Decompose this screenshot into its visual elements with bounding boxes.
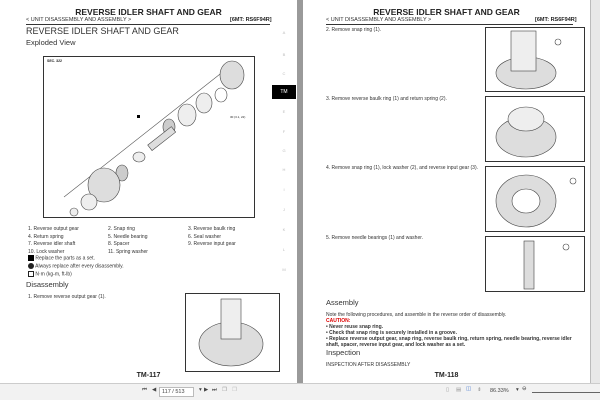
assembly-heading: Assembly [326,298,359,307]
last-page-button[interactable]: ⏭ [212,387,217,393]
zoom-slider[interactable] [532,392,600,393]
input-gear-drawing [486,167,584,231]
part-item: 5. Needle bearing [108,233,148,240]
part-item: 4. Return spring [28,233,64,240]
legend-text: Replace the parts as a set. [35,255,95,262]
caution-item: • Check that snap ring is securely installed in a groove. [326,330,457,336]
part-item: 11. Spring washer [108,248,148,255]
torque-label: 30 (3.1, 22) [230,115,246,119]
step-1: 1. Remove reverse output gear (1). [28,294,106,300]
page-number-field[interactable]: 117 / 513 [159,387,194,397]
side-tab[interactable]: K [282,227,286,232]
breadcrumb: < UNIT DISASSEMBLY AND ASSEMBLY > [26,17,132,23]
part-item: 10. Lock washer [28,248,65,255]
scroll-view-icon[interactable]: ⇟ [477,387,482,393]
exploded-view-diagram [43,56,255,218]
zoom-out-icon[interactable]: ⊖ [522,386,527,392]
step-2: 2. Remove snap ring (1). [326,27,382,33]
step-4: 4. Remove snap ring (1), lock washer (2), and reverse input gear (3). [326,165,479,171]
page-tm-118 [303,0,590,383]
model-code: [6MT: RS6F94R] [535,17,577,23]
disassembly-heading: Disassembly [26,280,69,289]
side-tab[interactable]: M [282,267,286,272]
exploded-view-heading: Exploded View [26,38,76,47]
vertical-scrollbar[interactable] [590,0,600,383]
parts-list [28,226,268,255]
side-tab-active[interactable]: TM [272,85,296,99]
page-dropdown-icon[interactable]: ▾ [199,387,202,393]
zoom-level[interactable]: 86.33% [490,388,509,394]
viewer-toolbar [0,383,600,400]
caution-label: CAUTION: [326,318,351,324]
breadcrumb: < UNIT DISASSEMBLY AND ASSEMBLY > [326,17,432,23]
part-item: 7. Reverse idler shaft [28,241,76,247]
part-item: 6. Seal washer [188,233,222,240]
caution-item: • Replace reverse output gear, snap ring, reverse baulk ring, return spring, needle bearing, reverse idler shaft, spacer, reverse input gear, and lock washer as a set. [326,336,572,348]
side-tab[interactable]: A [282,30,286,35]
torque-icon [28,271,34,277]
section-heading: REVERSE IDLER SHAFT AND GEAR [26,26,179,36]
paste-icon[interactable]: ❐ [232,387,237,393]
two-page-view-icon[interactable]: ◫ [466,386,472,392]
prev-page-button[interactable]: ◀ [152,387,157,393]
part-item: 3. Reverse baulk ring [188,226,236,232]
side-tab[interactable]: C [282,71,286,76]
first-page-button[interactable]: ⏮ [142,387,147,393]
step-3-figure [485,96,585,162]
needle-bearing-drawing [486,237,584,291]
step-3: 3. Remove reverse baulk ring (1) and return spring (2). [326,96,447,102]
replace-icon [28,263,34,269]
reverse-output-gear-drawing [186,294,279,371]
zoom-dropdown-icon[interactable]: ▾ [516,387,519,393]
legend-replace [28,263,124,269]
page-number: TM-117 [136,372,161,379]
legend-torque [28,271,72,277]
side-tab[interactable]: H [282,167,286,172]
legend-text: N·m (kg-m, ft-lb) [35,271,72,278]
side-tab[interactable]: L [282,247,286,252]
snap-ring-drawing [486,28,584,91]
part-item: 9. Reverse input gear [188,241,236,247]
step-2-figure [485,27,585,92]
side-tab[interactable]: J [283,207,285,212]
part-item: 8. Spacer [108,241,130,247]
side-tab[interactable]: E [282,109,286,114]
side-tab[interactable]: F [282,129,286,134]
page-tm-117 [0,0,297,383]
side-tab[interactable]: G [282,148,286,153]
header-rule [26,24,270,25]
page-title: REVERSE IDLER SHAFT AND GEAR [373,7,520,17]
step-5-figure [485,236,585,292]
step-4-figure [485,166,585,232]
legend-set [28,255,95,261]
legend-text: Always replace after every disassembly. [35,263,124,270]
baulk-ring-drawing [486,97,584,161]
copy-icon[interactable]: ❐ [222,387,227,393]
set-square-icon [28,255,34,261]
page-title: REVERSE IDLER SHAFT AND GEAR [75,7,222,17]
step-5: 5. Remove needle bearings (1) and washer. [326,235,424,241]
part-item: 2. Snap ring [108,226,135,232]
side-tab[interactable]: I [283,187,285,192]
side-tab[interactable]: B [282,52,286,57]
model-code: [6MT: RS6F94R] [230,17,272,23]
single-page-view-icon[interactable]: ▯ [446,387,450,393]
sec-label: SEC. 322 [47,59,62,63]
inspection-heading: Inspection [326,348,361,357]
caution-item: • Never reuse snap ring. [326,324,384,330]
continuous-view-icon[interactable]: ▤ [456,387,462,393]
assembly-note: Note the following procedures, and assemble in the reverse order of disassembly. [326,312,507,318]
part-item: 1. Reverse output gear [28,226,79,232]
step-1-figure [185,293,280,372]
inspection-subheading: INSPECTION AFTER DISASSEMBLY [326,362,411,368]
page-number: TM-118 [434,372,459,379]
header-rule [326,24,573,25]
exploded-parts-drawing [44,57,254,217]
next-page-button[interactable]: ▶ [204,387,209,393]
